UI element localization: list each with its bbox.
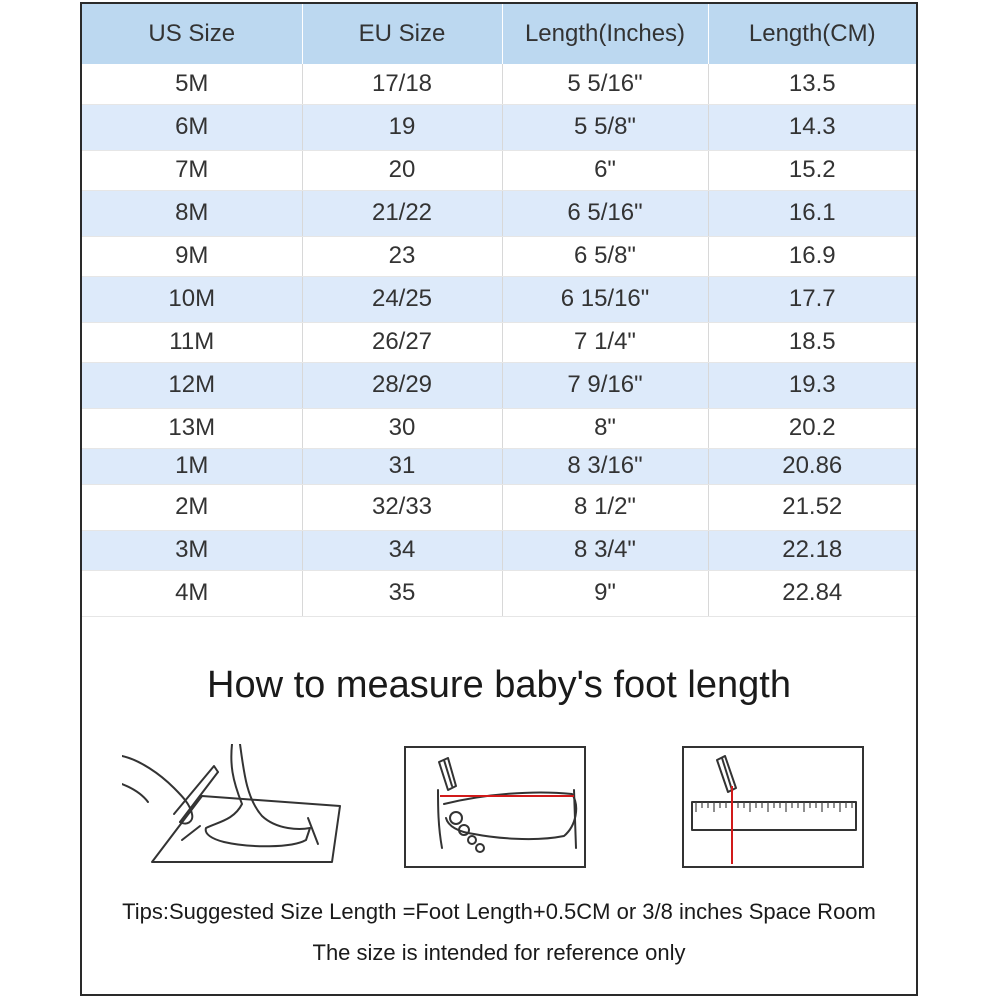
cell-eu-size: 31 <box>302 448 502 484</box>
cell-eu-size: 21/22 <box>302 190 502 236</box>
cell-eu-size: 34 <box>302 530 502 570</box>
size-table <box>82 4 916 617</box>
cell-eu-size: 19 <box>302 104 502 150</box>
measure-heading: How to measure baby's foot length <box>207 664 791 706</box>
cell-length-inches: 8 1/2" <box>502 484 708 530</box>
table-row <box>82 484 916 530</box>
table-header-row <box>82 4 916 64</box>
cell-length-inches: 5 5/16" <box>502 64 708 104</box>
cell-length-cm: 14.3 <box>708 104 916 150</box>
cell-us-size: 9M <box>82 236 302 276</box>
cell-eu-size: 28/29 <box>302 362 502 408</box>
cell-us-size: 7M <box>82 150 302 190</box>
cell-length-inches: 9" <box>502 570 708 616</box>
cell-length-inches: 8 3/4" <box>502 530 708 570</box>
cell-length-cm: 17.7 <box>708 276 916 322</box>
illustration-frame <box>405 747 585 867</box>
cell-eu-size: 24/25 <box>302 276 502 322</box>
cell-length-cm: 22.84 <box>708 570 916 616</box>
cell-length-inches: 8" <box>502 408 708 448</box>
size-chart <box>80 2 918 996</box>
sizing-tip: Tips:Suggested Size Length =Foot Length+0.5CM or 3/8 inches Space Room <box>122 899 876 924</box>
tracing-foot-illustration <box>122 744 362 874</box>
cell-us-size: 1M <box>82 448 302 484</box>
cell-us-size: 13M <box>82 408 302 448</box>
cell-us-size: 12M <box>82 362 302 408</box>
cell-length-inches: 6 15/16" <box>502 276 708 322</box>
cell-eu-size: 30 <box>302 408 502 448</box>
cell-eu-size: 23 <box>302 236 502 276</box>
table-row <box>82 236 916 276</box>
table-body <box>82 64 916 616</box>
cell-length-cm: 16.1 <box>708 190 916 236</box>
cell-length-inches: 6 5/8" <box>502 236 708 276</box>
table-row <box>82 362 916 408</box>
foot-length-illustration <box>404 746 586 868</box>
table-row <box>82 570 916 616</box>
cell-us-size: 3M <box>82 530 302 570</box>
table-row <box>82 530 916 570</box>
table-row <box>82 276 916 322</box>
ruler-illustration <box>682 746 864 868</box>
cell-length-cm: 22.18 <box>708 530 916 570</box>
cell-us-size: 4M <box>82 570 302 616</box>
cell-us-size: 6M <box>82 104 302 150</box>
cell-us-size: 8M <box>82 190 302 236</box>
cell-length-cm: 20.86 <box>708 448 916 484</box>
cell-eu-size: 26/27 <box>302 322 502 362</box>
header-length-inches: Length(Inches) <box>502 4 708 64</box>
cell-length-cm: 20.2 <box>708 408 916 448</box>
header-length-cm: Length(CM) <box>708 4 916 64</box>
cell-length-inches: 7 9/16" <box>502 362 708 408</box>
reference-note: The size is intended for reference only <box>312 940 686 965</box>
table-row <box>82 448 916 484</box>
cell-us-size: 5M <box>82 64 302 104</box>
table-row <box>82 190 916 236</box>
cell-length-cm: 16.9 <box>708 236 916 276</box>
illustration-frame <box>683 747 863 867</box>
table-row <box>82 104 916 150</box>
table-row <box>82 150 916 190</box>
cell-eu-size: 17/18 <box>302 64 502 104</box>
cell-length-inches: 6" <box>502 150 708 190</box>
table-row <box>82 64 916 104</box>
cell-length-cm: 19.3 <box>708 362 916 408</box>
cell-length-cm: 18.5 <box>708 322 916 362</box>
cell-length-inches: 8 3/16" <box>502 448 708 484</box>
cell-length-cm: 13.5 <box>708 64 916 104</box>
header-eu-size: EU Size <box>302 4 502 64</box>
header-us-size: US Size <box>82 4 302 64</box>
table-row <box>82 408 916 448</box>
cell-eu-size: 32/33 <box>302 484 502 530</box>
table-row <box>82 322 916 362</box>
cell-eu-size: 35 <box>302 570 502 616</box>
cell-length-inches: 5 5/8" <box>502 104 708 150</box>
cell-length-cm: 21.52 <box>708 484 916 530</box>
cell-us-size: 2M <box>82 484 302 530</box>
cell-length-cm: 15.2 <box>708 150 916 190</box>
cell-length-inches: 6 5/16" <box>502 190 708 236</box>
cell-length-inches: 7 1/4" <box>502 322 708 362</box>
cell-eu-size: 20 <box>302 150 502 190</box>
cell-us-size: 11M <box>82 322 302 362</box>
cell-us-size: 10M <box>82 276 302 322</box>
